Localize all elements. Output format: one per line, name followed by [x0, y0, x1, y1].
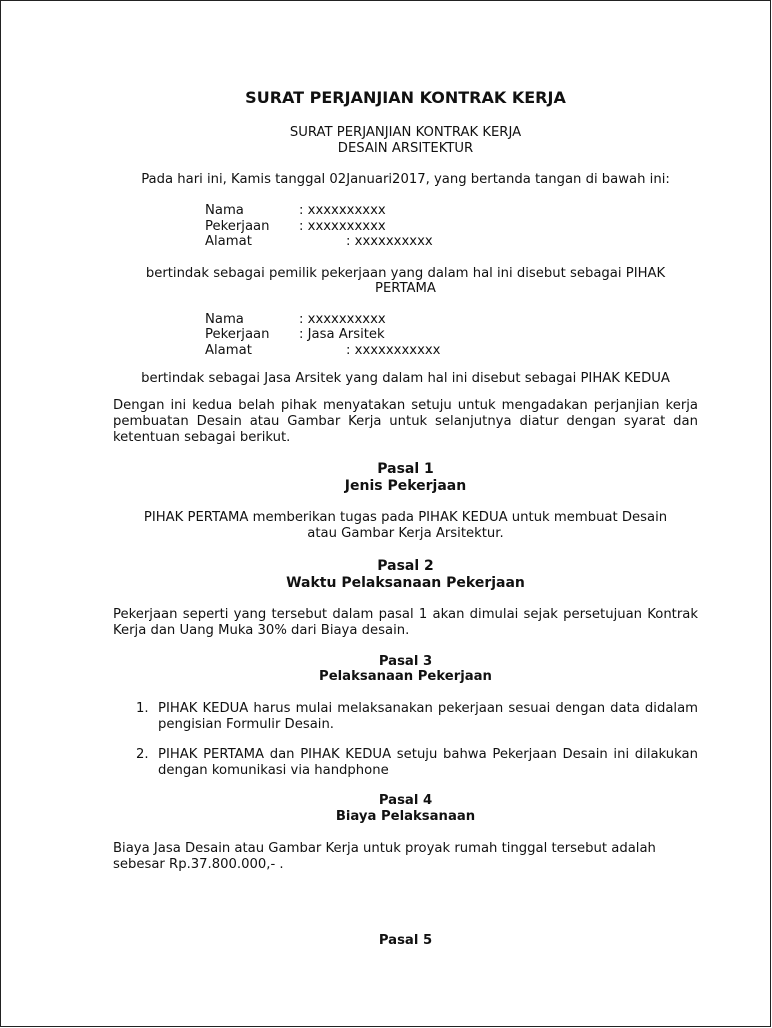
pasal4-title: Biaya Pelaksanaan [335, 809, 476, 824]
pasal3-item-1-number: 1. [136, 701, 149, 716]
pasal1-title: Jenis Pekerjaan [344, 478, 467, 494]
party2-role: bertindak sebagai Jasa Arsitek yang dalam hal ini disebut sebagai PIHAK KEDUA [141, 371, 670, 386]
subtitle-line-2: DESAIN ARSITEKTUR [337, 141, 474, 156]
pasal3-number: Pasal 3 [378, 654, 433, 669]
pasal4-text-line-2: sebesar Rp.37.800.000,- . [113, 857, 284, 872]
pasal5-number: Pasal 5 [378, 933, 433, 948]
party1-address-label: Alamat [205, 234, 252, 249]
pasal4-text-line-1: Biaya Jasa Desain atau Gambar Kerja untuk proyak rumah tinggal tersebut adalah [113, 841, 656, 856]
pasal3-title: Pelaksanaan Pekerjaan [319, 669, 492, 684]
pasal3-item-1-text: PIHAK KEDUA harus mulai melaksanakan pekerjaan sesuai dengan data didalam pengisian Formulir Desain. [158, 701, 698, 732]
party1-address-value: : xxxxxxxxxx [346, 234, 433, 249]
party2-job-label: Pekerjaan [205, 327, 270, 342]
intro-text: Pada hari ini, Kamis tanggal 02Januari2017, yang bertanda tangan di bawah ini: [141, 172, 670, 187]
pasal3-item-2-text: PIHAK PERTAMA dan PIHAK KEDUA setuju bahwa Pekerjaan Desain ini dilakukan dengan komunikasi via handphone [158, 747, 698, 778]
party1-role-line-1: bertindak sebagai pemilik pekerjaan yang dalam hal ini disebut sebagai PIHAK [145, 266, 666, 281]
party2-name-value: : xxxxxxxxxx [299, 312, 386, 327]
party2-job-value: : Jasa Arsitek [299, 327, 385, 342]
pasal2-number: Pasal 2 [377, 558, 434, 574]
pasal1-text-line-2: atau Gambar Kerja Arsitektur. [307, 526, 504, 541]
pasal2-title: Waktu Pelaksanaan Pekerjaan [286, 575, 525, 591]
party2-address-label: Alamat [205, 343, 252, 358]
party1-role-line-2: PERTAMA [375, 281, 436, 296]
agreement-paragraph: Dengan ini kedua belah pihak menyatakan setuju untuk mengadakan perjanjian kerja pembuatan Desain atau Gambar Kerja untuk selanjutnya diatur dengan syarat dan ketentuan sebagai berikut. [113, 398, 698, 445]
party1-name-value: : xxxxxxxxxx [299, 203, 386, 218]
party2-name-label: Nama [205, 312, 244, 327]
pasal4-number: Pasal 4 [378, 793, 433, 808]
party1-job-value: : xxxxxxxxxx [299, 219, 386, 234]
party1-name-label: Nama [205, 203, 244, 218]
party1-job-label: Pekerjaan [205, 219, 270, 234]
pasal3-item-2-number: 2. [136, 747, 149, 762]
subtitle-line-1: SURAT PERJANJIAN KONTRAK KERJA [289, 125, 522, 140]
main-title: SURAT PERJANJIAN KONTRAK KERJA [245, 88, 566, 107]
pasal1-number: Pasal 1 [377, 461, 434, 477]
pasal2-text: Pekerjaan seperti yang tersebut dalam pasal 1 akan dimulai sejak persetujuan Kontrak Kerja dan Uang Muka 30% dari Biaya desain. [113, 607, 698, 638]
pasal1-text-line-1: PIHAK PERTAMA memberikan tugas pada PIHAK KEDUA untuk membuat Desain [143, 510, 668, 525]
party2-address-value: : xxxxxxxxxxx [346, 343, 441, 358]
